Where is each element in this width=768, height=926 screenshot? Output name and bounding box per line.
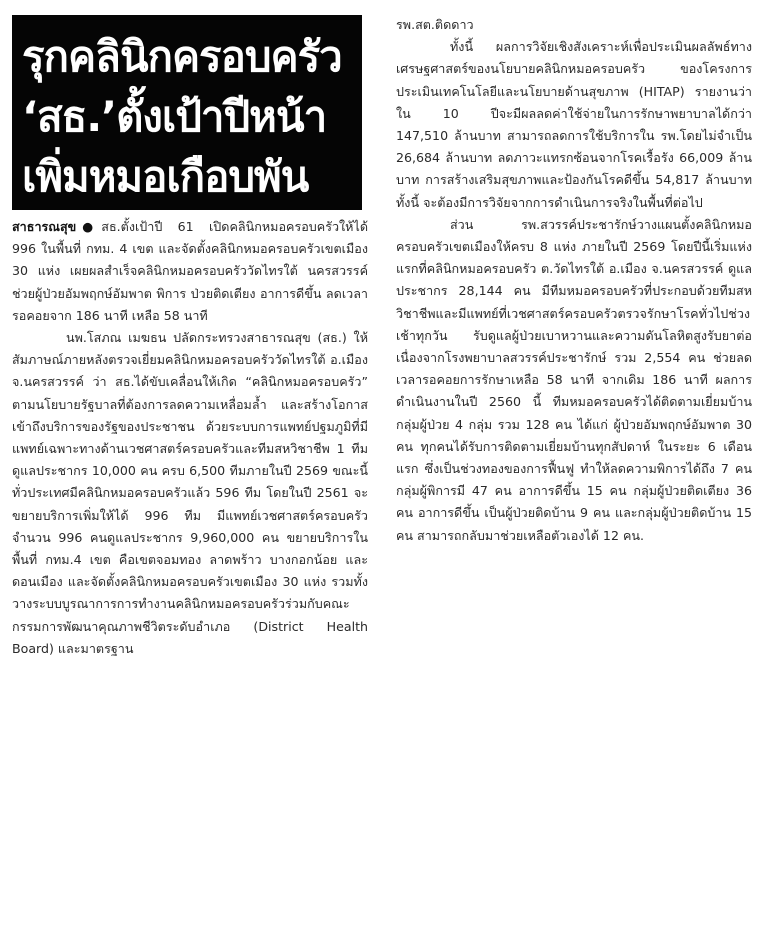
paragraph-1-continued: รพ.สต.ติดดาว bbox=[396, 17, 474, 32]
headline-box bbox=[12, 15, 362, 210]
left-column bbox=[12, 0, 368, 660]
section-kicker: สาธารณสุข bbox=[12, 219, 77, 234]
headline-line-3: เพิ่มหมอเกือบพัน bbox=[22, 152, 309, 201]
right-column bbox=[396, 14, 752, 547]
paragraph-1: นพ.โสภณ เมฆธน ปลัดกระทรวงสาธารณสุข (สธ.) ให้สัมภาษณ์ภายหลังตรวจเยี่ยมคลินิกหมอครอบครัววัดไทรใต้ อ.เมือง จ.นครสวรรค์ ว่า สธ.ได้ขับเคลื่อนให้เกิด “คลินิกหมอครอบครัว” ตามนโยบายรัฐบาลที่ต้องการลดความเหลื่อมล้ำ และสร้างโอกาสเข้าถึงบริการของรัฐของประชาชน ด้วยระบบการแพทย์ปฐมภูมิที่มีแพทย์เฉพาะทางด้านเวชศาสตร์ครอบครัวและทีมสหวิชาชีพ 1 ทีมดูแลประชากร 10,000 คน ครบ 6,500 ทีมภายในปี 2569 ขณะนี้ทั่วประเทศมีคลินิกหมอครอบครัวแล้ว 596 ทีม โดยในปี 2561 จะขยายบริการเพิ่มให้ได้ 996 ทีม มีแพทย์เวชศาสตร์ครอบครัวจำนวน 996 คนดูแลประชากร 9,960,000 คน ขยายบริการในพื้นที่ กทม.4 เขต คือเขตจอมทอง ลาดพร้าว บางกอกน้อย และดอนเมือง และจัดตั้งคลินิกหมอครอบครัวเขตเมือง 30 แห่ง รวมทั้งวางระบบบูรณาการการทำงานคลินิกหมอครอบครัวร่วมกับคณะกรรมการพัฒนาคุณภาพชีวิตระดับอำเภอ (District Health Board) และมาตรฐาน bbox=[12, 330, 368, 656]
article-body-right bbox=[396, 14, 752, 547]
paragraph-2: ทั้งนี้ ผลการวิจัยเชิงสังเคราะห์เพื่อประเมินผลลัพธ์ทางเศรษฐศาสตร์ของนโยบายคลินิกหมอครอบครัว ของโครงการประเมินเทคโนโลยีและนโยบายด้านสุขภาพ (HITAP) รายงานว่า ใน 10 ปีจะมีผลลดค่าใช้จ่ายในการรักษาพยาบาลได้กว่า 147,510 ล้านบาท สามารถลดการใช้บริการใน รพ.โดยไม่จำเป็น 26,684 ล้านบาท ลดภาวะแทรกซ้อนจากโรคเรื้อรัง 66,009 ล้านบาท การสร้างเสริมสุขภาพและป้องกันโรคดีขึ้น 54,817 ล้านบาท ทั้งนี้ จะต้องมีการวิจัยจากการดำเนินการจริงในพื้นที่ต่อไป bbox=[396, 39, 752, 210]
headline-line-2: ‘สธ.’ตั้งเป้าปีหน้า bbox=[22, 92, 327, 141]
bullet-icon: ● bbox=[82, 219, 94, 234]
paragraph-3: ส่วน รพ.สวรรค์ประชารักษ์วางแผนตั้งคลินิกหมอครอบครัวเขตเมืองให้ครบ 8 แห่ง ภายในปี 2569 โดยปีนี้เริ่มแห่งแรกที่คลินิกหมอครอบครัว ต.วัดไทรใต้ อ.เมือง จ.นครสวรรค์ ดูแลประชากร 28,144 คน มีทีมหมอครอบครัวที่ประกอบด้วยทีมสหวิชาชีพและมีแพทย์ที่เวชศาสตร์ครอบครัวตรวจรักษาโรคทั่วไปช่วงเช้าทุกวัน รับดูแลผู้ป่วยเบาหวานและความดันโลหิตสูงรับยาต่อเนื่องจากโรงพยาบาลสวรรค์ประชารักษ์ รวม 2,554 คน ช่วยลดเวลารอคอยการรักษาเหลือ 58 นาที จากเดิม 186 นาที ผลการดำเนินงานในปี 2560 นี้ ทีมหมอครอบครัวได้ติดตามเยี่ยมบ้านกลุ่มผู้ป่วย 4 กลุ่ม รวม 128 คน ได้แก่ ผู้ป่วยอัมพฤกษ์อัมพาต 30 คน ทุกคนได้รับการติดตามเยี่ยมบ้านทุกสัปดาห์ ในระยะ 6 เดือนแรก ซึ่งเป็นช่วงทองของการฟื้นฟู ทำให้ลดความพิการได้ถึง 7 คน กลุ่มผู้พิการมี 47 คน อาการดีขึ้น 15 คน กลุ่มผู้ป่วยติดเตียง 36 คน อาการดีขึ้น เป็นผู้ป่วยติดบ้าน 9 คน และกลุ่มผู้ป่วยติดบ้าน 15 คน สามารถกลับมาช่วยเหลือตัวเองได้ 12 คน. bbox=[396, 216, 752, 543]
headline-line-1: รุกคลินิกครอบครัว bbox=[22, 32, 342, 81]
lead-text: สธ.ตั้งเป้าปี 61 เปิดคลินิกหมอครอบครัวให้ได้ 996 ในพื้นที่ กทม. 4 เขต และจัดตั้งคลินิกหมอครอบครัวเขตเมือง 30 แห่ง เผยผลสำเร็จคลินิกหมอครอบครัววัดไทรใต้ นครสวรรค์ ช่วยผู้ป่วยอัมพฤกษ์อัมพาต พิการ ป่วยติดเตียง อาการดีขึ้น ลดเวลารอคอยจาก 186 นาที เหลือ 58 นาที bbox=[12, 219, 368, 323]
lead-paragraph bbox=[12, 216, 368, 327]
article-body-left bbox=[12, 216, 368, 660]
